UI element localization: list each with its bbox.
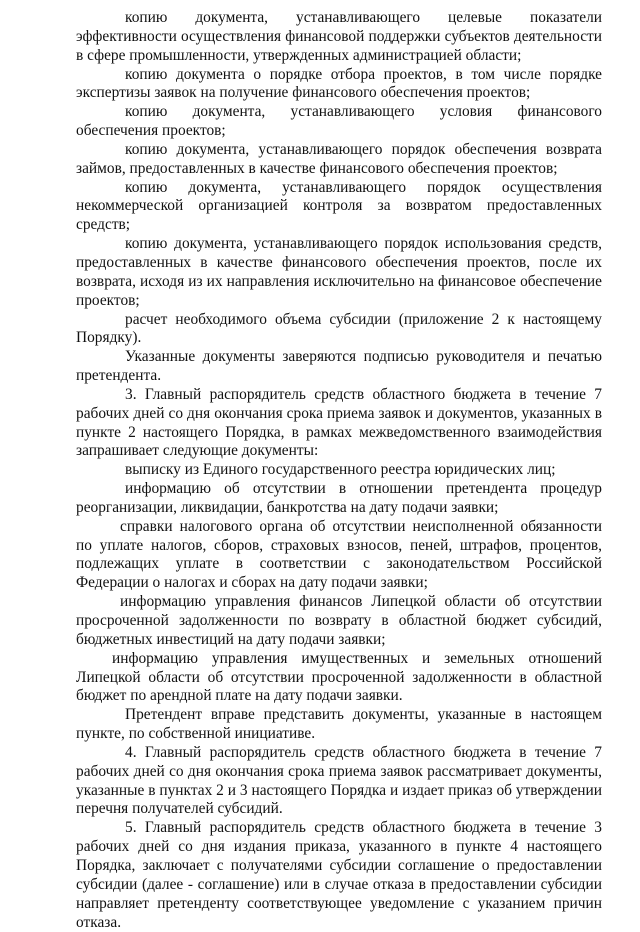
- paragraph-12: справки налогового органа об отсутствии неисполненной обязанности по уплате налогов, сборов, страховых взносов, пеней, штрафов, процентов, подлежащих уплате в соответствии с законодательством Российской Федерации о налогах и сборах на дату подачи заявки;: [76, 517, 602, 592]
- paragraph-4: копию документа, устанавливающего порядок обеспечения возврата займов, предоставленных в качестве финансового обеспечения проектов;: [76, 140, 602, 177]
- paragraph-6: копию документа, устанавливающего порядок использования средств, предоставленных в качестве финансового обеспечения проектов, после их возврата, исходя из их направления исключительно на финансовое обеспечение проектов;: [76, 235, 602, 309]
- paragraph-8: Указанные документы заверяются подписью руководителя и печатью претендента.: [76, 348, 602, 385]
- paragraph-13: информацию управления финансов Липецкой области об отсутствии просроченной задолженности по возврату в областной бюджет субсидий, бюджетных инвестиций на дату подачи заявки;: [76, 593, 602, 648]
- paragraph-7: расчет необходимого объема субсидии (приложение 2 к настоящему Порядку).: [76, 310, 602, 347]
- paragraph-9: 3. Главный распорядитель средств областного бюджета в течение 7 рабочих дней со дня окончания срока приема заявок и документов, указанных в пункте 2 настоящего Порядка, в рамках межведомственного взаимодействия запрашивает следующие документы:: [76, 385, 602, 460]
- paragraph-3: копию документа, устанавливающего условия финансового обеспечения проектов;: [76, 103, 602, 140]
- paragraph-5: копию документа, устанавливающего порядок осуществления некоммерческой организацией контроля за возвратом предоставленных средств;: [76, 178, 602, 234]
- paragraph-14: информацию управления имущественных и земельных отношений Липецкой области об отсутствии просроченной задолженности в областной бюджет по арендной плате на дату подачи заявки.: [76, 649, 602, 705]
- paragraph-15: Претендент вправе представить документы, указанные в настоящем пункте, по собственной инициативе.: [76, 706, 602, 743]
- paragraph-16: 4. Главный распорядитель средств областного бюджета в течение 7 рабочих дней со дня окончания срока приема заявок рассматривает документы, указанные в пунктах 2 и 3 настоящего Порядка и издает приказ об утверждении перечня получателей субсидий.: [76, 743, 602, 818]
- paragraph-11: информацию об отсутствии в отношении претендента процедур реорганизации, ликвидации, банкротства на дату подачи заявки;: [76, 480, 602, 516]
- paragraph-2: копию документа о порядке отбора проектов, в том числе порядке экспертизы заявок на получение финансового обеспечения проектов;: [76, 65, 602, 102]
- document-body: [76, 9, 602, 932]
- paragraph-17: 5. Главный распорядитель средств областного бюджета в течение 3 рабочих дней со дня издания приказа, указанного в пункте 4 настоящего Порядка, заключает с получателями субсидии соглашение о предоставлении субсидии (далее - соглашение) или в случае отказа в предоставлении субсидии направляет претенденту соответствующее уведомление с указанием причин отказа.: [76, 819, 602, 931]
- paragraph-1: копию документа, устанавливающего целевые показатели эффективности осуществления финансовой поддержки субъектов деятельности в сфере промышленности, утвержденных администрацией области;: [76, 9, 602, 64]
- paragraph-10: выписку из Единого государственного реестра юридических лиц;: [125, 461, 556, 479]
